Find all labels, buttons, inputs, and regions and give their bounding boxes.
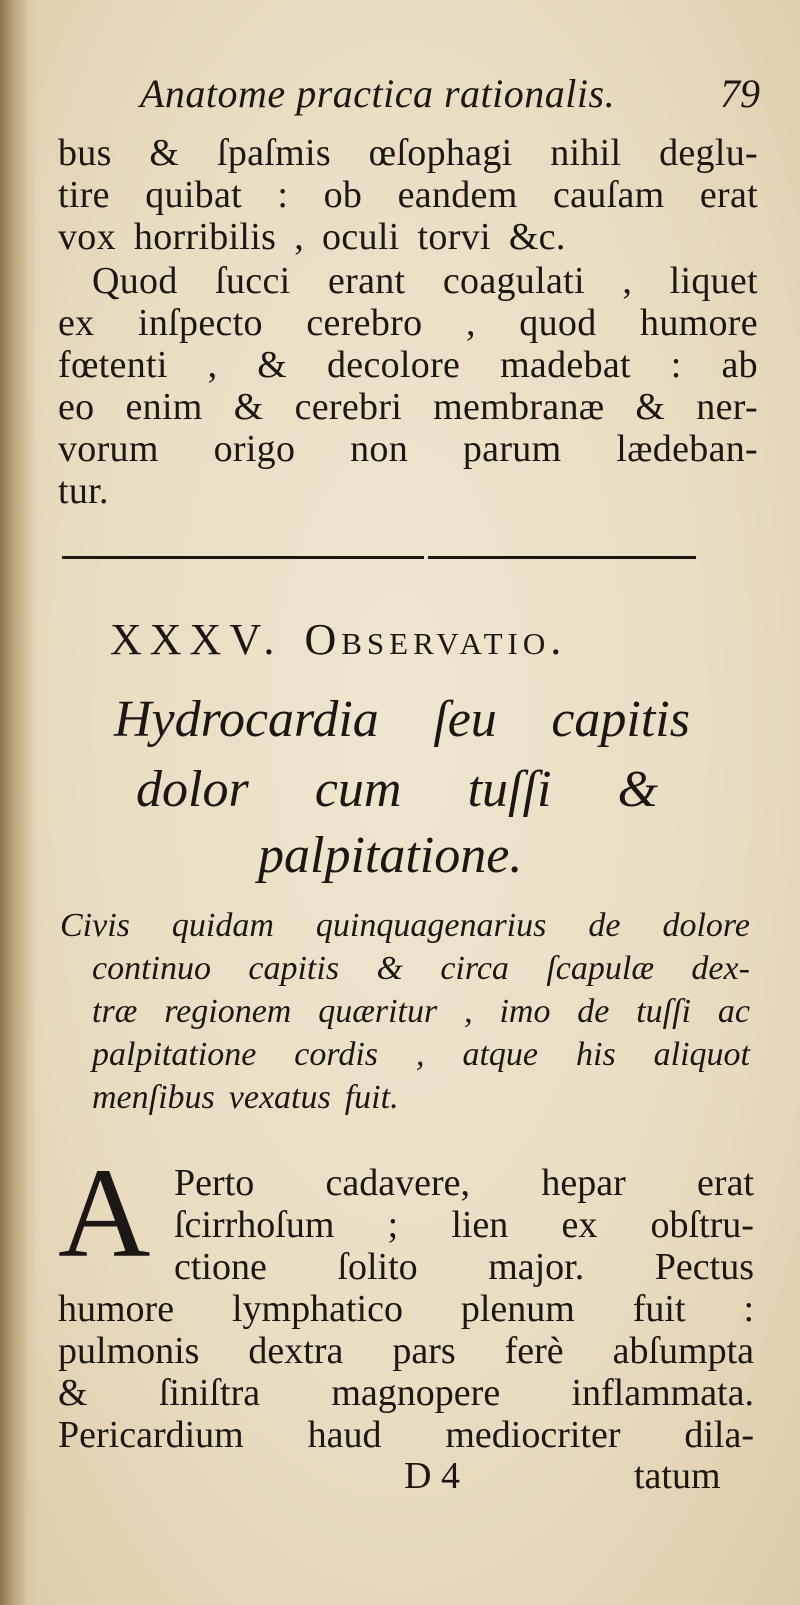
word: imo (499, 993, 551, 1030)
word: origo (213, 428, 296, 470)
word: quinquagenarius (315, 907, 547, 944)
word: cerebro (306, 302, 423, 344)
text-line (174, 1162, 754, 1204)
word: ſiniſtra (158, 1372, 261, 1414)
word: cauſam (552, 174, 665, 216)
word: quidam (171, 907, 274, 944)
text-line (58, 386, 758, 428)
word: circa (440, 950, 509, 987)
word: træ (92, 993, 138, 1030)
word: pars (392, 1330, 456, 1372)
word: & (233, 386, 264, 428)
case-summary (60, 904, 750, 1119)
subtitle-word: palpitatione. (258, 827, 523, 884)
word: regionem (164, 993, 292, 1030)
word: dextra (248, 1330, 344, 1372)
word: eo (58, 386, 95, 428)
word: & (635, 386, 666, 428)
observation-word: Observatio. (304, 615, 567, 664)
word: hepar (541, 1162, 626, 1204)
word: parum (462, 428, 562, 470)
word: coagulati (442, 260, 585, 302)
word: inflammata. (571, 1372, 754, 1414)
word: œſophagi (368, 132, 513, 174)
word: humore (640, 302, 758, 344)
word: &c. (508, 216, 566, 258)
word: enim (125, 386, 203, 428)
word: quæritur (318, 993, 438, 1030)
word: palpitatione (92, 1036, 257, 1073)
subtitle-word: ſeu (433, 691, 497, 748)
word: ex (58, 302, 95, 344)
observation-numeral: XXXV. (110, 615, 283, 664)
word: ſpaſmis (216, 132, 331, 174)
text-line (58, 302, 758, 344)
word: : (277, 174, 289, 216)
text-line (58, 1414, 754, 1456)
summary-line (60, 990, 750, 1033)
word: & (376, 950, 403, 987)
word: capitis (248, 950, 340, 987)
word: , (416, 1036, 425, 1073)
word: ob (323, 174, 363, 216)
text-line (58, 174, 758, 216)
word: atque (462, 1036, 539, 1073)
word: ab (721, 344, 758, 386)
subtitle-word: cum (314, 761, 402, 818)
word: ex (561, 1204, 598, 1246)
subtitle-word: Hydrocardia (114, 691, 379, 748)
word: torvi (417, 216, 491, 258)
word: lymphatico (231, 1288, 403, 1330)
word: oculi (322, 216, 400, 258)
observation-subtitle-line (136, 760, 658, 820)
drop-cap: A (58, 1142, 151, 1284)
word: ner- (696, 386, 758, 428)
word: lien (451, 1204, 509, 1246)
word: , (207, 344, 218, 386)
word: magnopere (331, 1372, 501, 1414)
page-number: 79 (720, 71, 760, 116)
word: fuit. (344, 1079, 399, 1116)
summary-line (60, 1076, 750, 1119)
word: tur. (58, 470, 109, 512)
word: abſumpta (612, 1330, 754, 1372)
text-line (174, 1204, 754, 1246)
text-line (58, 344, 758, 386)
word: erant (327, 260, 406, 302)
running-header (140, 70, 760, 126)
word: membranæ (433, 386, 605, 428)
word: quibat (145, 174, 243, 216)
page-footer (0, 1454, 800, 1504)
word: cordis (294, 1036, 379, 1073)
word: erat (699, 174, 758, 216)
word: : (743, 1288, 754, 1330)
subtitle-word: & (617, 761, 658, 818)
subtitle-word: capitis (551, 691, 690, 748)
word: inſpecto (138, 302, 263, 344)
word: quod (519, 302, 597, 344)
observation-subtitle-line (114, 690, 690, 750)
text-line (174, 1246, 754, 1288)
paragraph-2 (58, 260, 758, 512)
text-line (58, 260, 758, 302)
word: lædeban- (616, 428, 758, 470)
summary-line (60, 1033, 750, 1076)
catchword: tatum (634, 1455, 721, 1497)
word: Pectus (654, 1246, 754, 1288)
subtitle-word: dolor (136, 761, 249, 818)
word: fuit (632, 1288, 686, 1330)
word: plenum (460, 1288, 575, 1330)
page-gutter-shadow (0, 0, 38, 1605)
word: horribilis (133, 216, 277, 258)
word: pulmonis (58, 1330, 200, 1372)
body-paragraph (174, 1162, 754, 1288)
section-rule-left (62, 556, 424, 559)
word: fœtenti (58, 344, 168, 386)
word: his (576, 1036, 616, 1073)
word: dila- (684, 1414, 754, 1456)
word: dolore (662, 907, 750, 944)
word: tuſſi (636, 993, 692, 1030)
word: humore (58, 1288, 175, 1330)
word: nihil (550, 132, 622, 174)
word: ſolito (337, 1246, 418, 1288)
word: ſcapulæ (546, 950, 655, 987)
word: , (464, 993, 473, 1030)
word: Perto (174, 1162, 255, 1204)
section-rule-right (428, 556, 696, 559)
word: liquet (669, 260, 758, 302)
word: de (588, 907, 621, 944)
word: & (257, 344, 288, 386)
word: non (350, 428, 409, 470)
text-line (58, 428, 758, 470)
word: eandem (397, 174, 518, 216)
word: bus (58, 132, 112, 174)
word: Civis (60, 907, 130, 944)
subtitle-word: tuſſi (467, 761, 552, 818)
text-line (58, 1372, 754, 1414)
word: & (149, 132, 180, 174)
word: major. (488, 1246, 585, 1288)
summary-line (60, 947, 750, 990)
word: madebat (500, 344, 631, 386)
word: menſibus (92, 1079, 215, 1116)
word: vorum (58, 428, 159, 470)
word: Pericardium (58, 1414, 244, 1456)
word: decolore (327, 344, 461, 386)
word: tire (58, 174, 110, 216)
summary-line (60, 904, 750, 947)
word: ; (387, 1204, 399, 1246)
text-line (58, 216, 758, 258)
word: & (58, 1372, 88, 1414)
text-line (58, 132, 758, 174)
word: de (577, 993, 610, 1030)
word: , (622, 260, 633, 302)
word: ſcirrhoſum (174, 1204, 335, 1246)
text-line (58, 1288, 754, 1330)
word: deglu- (659, 132, 758, 174)
word: continuo (92, 950, 211, 987)
body-paragraph-continued (58, 1288, 754, 1456)
signature-mark: D 4 (404, 1455, 460, 1497)
word: : (670, 344, 682, 386)
word: ſucci (215, 260, 291, 302)
paragraph-1 (58, 132, 758, 258)
running-title: Anatome practica rationalis. (140, 71, 616, 116)
text-line (58, 470, 758, 512)
word: cerebri (294, 386, 403, 428)
word: ac (717, 993, 750, 1030)
word: aliquot (653, 1036, 750, 1073)
text-line (58, 1330, 754, 1372)
word: cadavere, (325, 1162, 471, 1204)
word: mediocriter (445, 1414, 621, 1456)
observation-heading (110, 614, 710, 664)
word: obſtru- (650, 1204, 754, 1246)
word: , (465, 302, 476, 344)
word: vexatus (228, 1079, 331, 1116)
word: vox (58, 216, 116, 258)
word: Quod (92, 260, 178, 302)
word: dex- (691, 950, 750, 987)
word: ferè (504, 1330, 564, 1372)
word: erat (697, 1162, 754, 1204)
word: ctione (174, 1246, 267, 1288)
observation-subtitle-line (258, 826, 558, 886)
word: haud (307, 1414, 382, 1456)
word: , (294, 216, 305, 258)
